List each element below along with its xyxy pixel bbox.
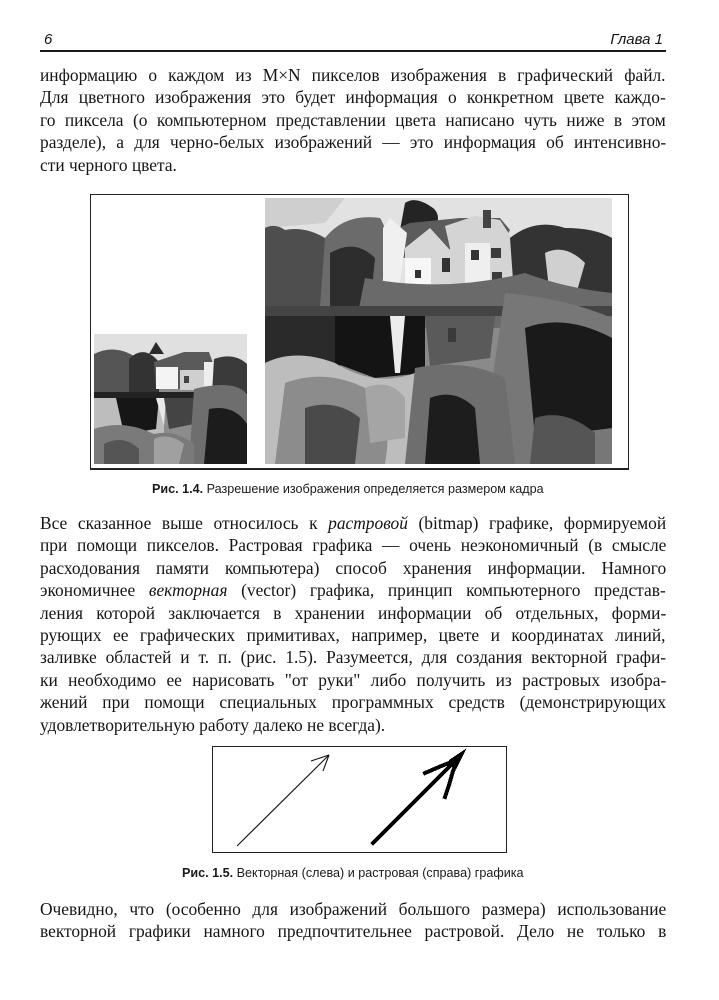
text-line: удовлетворительную работу далеко не всегда).: [40, 714, 386, 735]
text-run: (bitmap) графике, формируемой: [407, 513, 667, 533]
text-line: жений при помощи специальных программных средств (демонстрирующих: [40, 692, 667, 713]
text-run: (vector) графика, принцип компьютерного представ-: [227, 580, 666, 601]
high-resolution-house-photo: [265, 198, 612, 464]
text-line: Очевидно, что (особенно для изображений большого размера) использование: [40, 899, 667, 919]
vector-arrow: [237, 755, 329, 846]
figure-1-4: [90, 194, 629, 470]
text-line: сти черного цвета.: [40, 154, 177, 175]
figure-label: Рис. 1.4.: [152, 482, 204, 496]
running-head: [40, 30, 666, 52]
text-run: экономичнее: [40, 580, 149, 601]
text-line: ки необходимо ее нарисовать "от руки" либо получить из растровых изобра-: [40, 669, 667, 690]
page-number: 6: [44, 31, 53, 48]
figure-1-5-drawing: [213, 747, 506, 852]
caption-text: Разрешение изображения определяется размером кадра: [206, 482, 544, 496]
text-line: Для цветного изображения это будет информация о конкретном цвете каждо-: [40, 87, 666, 108]
paragraph-1: [40, 64, 666, 176]
chapter-title: Глава 1: [610, 31, 663, 48]
paragraph-2: [40, 512, 666, 736]
text-line: при помощи пикселов. Растровая графика — очень неэкономичный (в смысле: [40, 535, 667, 556]
text-line: рующих ее графических примитивах, например, цвете и координатах линий,: [40, 624, 666, 645]
caption-text: Векторная (слева) и растровая (справа) графика: [236, 866, 524, 880]
text-run: Все сказанное выше относилось к: [40, 513, 329, 533]
text-line: го пиксела (о компьютерном представлении цвета написано чуть ниже в этом: [40, 109, 666, 130]
text-line: [40, 579, 666, 601]
text-line: [40, 512, 666, 534]
text-line: информацию о каждом из M×N пикселов изображения в графический файл.: [40, 65, 666, 85]
emphasis: растровой: [328, 513, 408, 533]
text-line: ления которой заключается в хранении информации об отдельных, форми-: [40, 602, 667, 623]
text-line: векторной графики намного предпочтительнее растровой. Дело не только в: [40, 921, 667, 942]
text-line: расходования памяти компьютера) способ хранения информации. Намного: [40, 557, 667, 578]
text-line: заливке областей и т. п. (рис. 1.5). Разумеется, для создания векторной графи-: [40, 647, 667, 668]
figure-1-5: [212, 746, 507, 853]
text-line: разделе), а для черно-белых изображений — это информация об интенсивно-: [40, 132, 667, 153]
paragraph-3: [40, 898, 666, 943]
low-resolution-house-photo: [94, 334, 247, 464]
figure-label: Рис. 1.5.: [182, 866, 234, 880]
raster-arrow: [373, 757, 459, 843]
figure-1-4-images: [91, 195, 628, 468]
figure-1-4-caption: [152, 482, 544, 496]
figure-1-5-caption: [182, 866, 524, 880]
emphasis: векторная: [148, 580, 228, 601]
